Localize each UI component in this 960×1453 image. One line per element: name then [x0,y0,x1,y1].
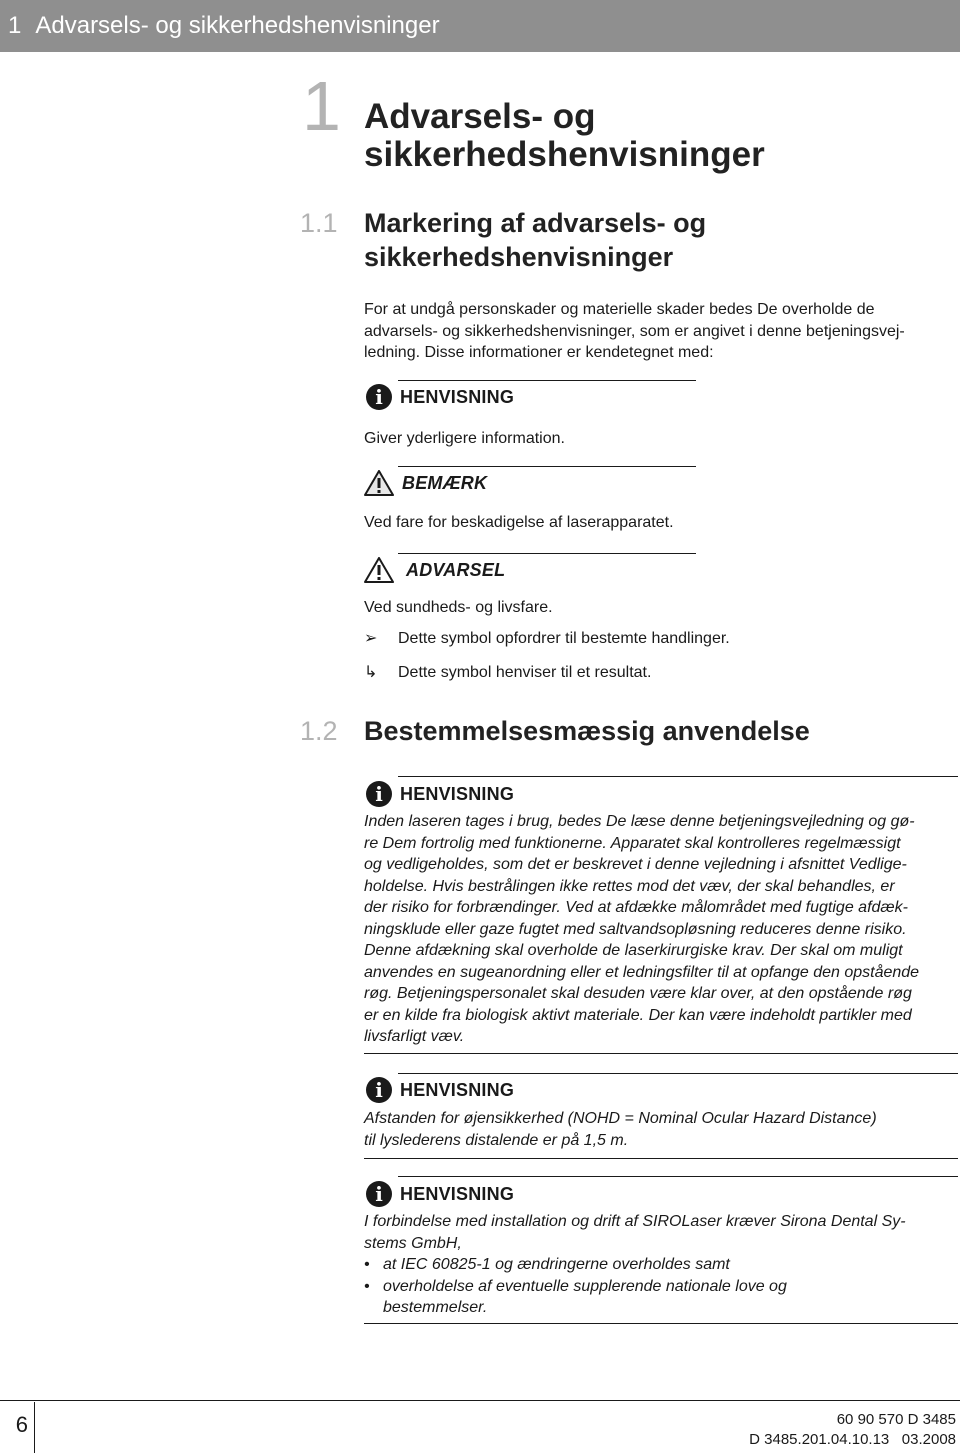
notice-header [364,470,487,496]
intro-paragraph [364,299,944,364]
chapter-title-line2: sikkerhedshenvisninger [364,135,765,174]
info-icon: i [366,384,392,410]
result-arrow-icon: ↳ [364,664,378,681]
notice-header [366,384,514,410]
chapter-title-line1: Advarsels- og [364,97,596,136]
notice-text: Ved sundheds- og livsfare. [364,599,553,616]
notice-header [366,1077,514,1103]
notice-rule [398,1176,958,1177]
notice-label: HENVISNING [400,1183,515,1204]
notice-line: I forbindelse med installation og drift af SIROLaser kræver Sirona Dental Sy- [364,1213,906,1230]
intro-line: For at undgå personskader og materielle skader bedes De overholde de [364,301,875,318]
notice-end-rule [364,1323,958,1324]
notice-body [364,1108,958,1151]
section-title-line2: sikkerhedshenvisninger [364,242,674,272]
notice-text: Giver yderligere information. [364,430,565,447]
notice-rule [398,466,696,467]
requirements-list [364,1254,958,1319]
notice-line: er en kilde fra biologisk aktivt materiale. Der kan være indeholdt partikler med [364,1006,912,1024]
notice-header [366,781,514,807]
intro-line: ledning. Disse informationer er kendetegnet med: [364,344,714,361]
notice-line: Inden laseren tages i brug, bedes De læse denne betjeningsvejledning og gø- [364,813,915,830]
notice-header [364,557,505,583]
notice-label: ADVARSEL [406,559,506,580]
notice-rule [398,1073,958,1074]
caution-triangle-icon [364,470,394,496]
footer-rule [0,1400,960,1401]
notice-line: røg. Betjeningspersonalet skal desuden være klar over, at den opstående røg [364,985,912,1002]
notice-line: re Dem fortrolig med funktionerne. Apparatet skal kontrolleres regelmæssigt [364,834,901,852]
document-code: D 3485.201.04.10.13 03.2008 [749,1431,956,1448]
info-icon: i [366,1181,392,1207]
info-icon: i [366,1077,392,1103]
notice-header [366,1181,514,1207]
action-instruction [364,628,730,649]
notice-end-rule [364,1053,958,1054]
action-text: Dette symbol opfordrer til bestemte handlinger. [398,630,730,647]
notice-rule [398,380,696,381]
notice-label: HENVISNING [400,386,515,407]
section-number: 1.1 [300,208,338,238]
notice-line: ningsklude eller gaze fugtet med saltvandsopløsning reduceres denne risiko. [364,920,907,938]
list-item: • overholdelse af eventuelle supplerende nationale love og bestemmelser. [364,1276,958,1319]
notice-line: Denne afdækning skal overholde de laserkirurgiske krav. Der skal om muligt [364,942,903,959]
section-title [364,206,706,274]
header-chapter-number: 1 [8,12,22,39]
result-text: Dette symbol henviser til et resultat. [398,664,652,681]
arrow-right-icon: ➢ [364,630,378,647]
notice-label: HENVISNING [400,1079,515,1100]
notice-label: HENVISNING [400,783,515,804]
notice-rule [398,776,958,777]
document-reference [749,1410,956,1450]
notice-rule [398,553,696,554]
list-item: • at IEC 60825-1 og ændringerne overholdes samt [364,1254,958,1276]
notice-line: Afstanden for øjensikkerhed (NOHD = Nominal Ocular Hazard Distance) [364,1110,877,1127]
notice-line: stems GmbH, [364,1234,462,1252]
notice-line: der risiko for forbrændinger. Ved at afdække målområdet med fugtige afdæk- [364,899,908,916]
notice-label: BEMÆRK [402,472,488,493]
warning-triangle-icon [364,557,394,583]
chapter-number: 1 [302,67,341,145]
notice-body [364,1211,958,1319]
section-title: Bestemmelsesmæssig anvendelse [364,716,810,746]
footer-divider [34,1402,35,1453]
notice-body [364,811,958,1048]
running-header [0,0,960,52]
intro-line: advarsels- og sikkerhedshenvisninger, som er angivet i denne betjeningsvej- [364,322,905,340]
order-number: 60 90 570 D 3485 [836,1411,956,1428]
section-number: 1.2 [300,716,338,746]
notice-line: livsfarligt væv. [364,1028,465,1045]
result-instruction [364,662,651,683]
section-title-line1: Markering af advarsels- og [364,208,707,238]
info-icon: i [366,781,392,807]
chapter-title [364,98,765,174]
notice-line: holdelse. Hvis bestrålingen ikke rettes mod det væv, der skal behandles, er [364,877,895,895]
notice-end-rule [364,1158,958,1159]
page-number: 6 [15,1412,28,1437]
notice-line: og vedligeholdes, som det er beskrevet i denne vejledning i afsnittet Vedlige- [364,856,907,873]
notice-line: anvendes en sugeanordning eller et ledningsfilter til at opfange den opstående [364,963,920,981]
notice-line: til lyslederens distalende er på 1,5 m. [364,1131,629,1149]
header-title: Advarsels- og sikkerhedshenvisninger [35,12,440,39]
notice-text: Ved fare for beskadigelse af laserapparatet. [364,514,674,531]
